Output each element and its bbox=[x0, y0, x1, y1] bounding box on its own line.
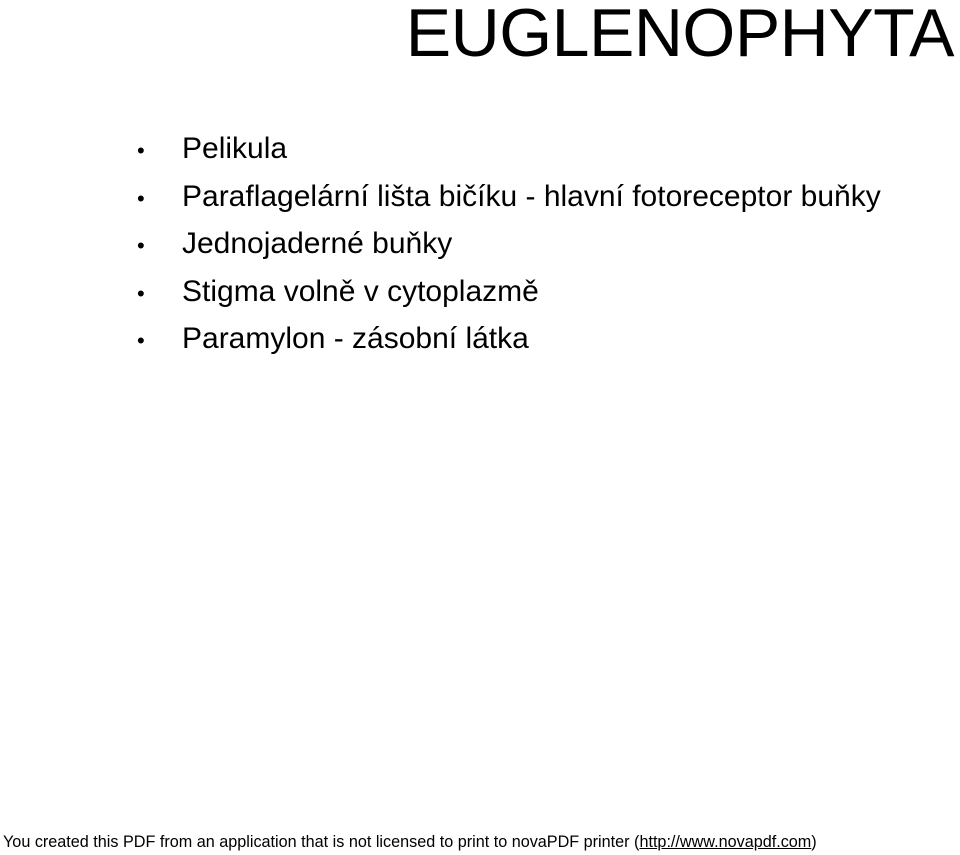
bullet-dot-icon: • bbox=[137, 328, 145, 353]
bullet-text: Paramylon - zásobní látka bbox=[182, 322, 529, 355]
bullet-text: Pelikula bbox=[182, 132, 288, 165]
footer-closing: ) bbox=[811, 833, 817, 851]
bullet-dot-icon: • bbox=[137, 233, 145, 258]
bullet-text: Paraflagelární lišta bičíku - hlavní fotoreceptor buňky bbox=[182, 179, 881, 213]
license-footer bbox=[3, 833, 817, 852]
bullet-item bbox=[137, 322, 881, 370]
bullet-text: Jednojaderné buňky bbox=[182, 227, 453, 260]
bullet-item bbox=[137, 275, 881, 323]
footer-notice: You created this PDF from an application that is not licensed to print to novaPDF printer ( bbox=[3, 833, 640, 851]
bullet-dot-icon: • bbox=[137, 138, 145, 163]
bullet-item bbox=[137, 132, 881, 180]
bullet-item bbox=[137, 180, 881, 228]
bullet-dot-icon: • bbox=[137, 280, 145, 306]
bullet-text: Stigma volně v cytoplazmě bbox=[182, 274, 539, 308]
slide-title: EUGLENOPHYTA bbox=[405, 0, 954, 71]
bullet-item bbox=[137, 227, 881, 275]
bullet-dot-icon: • bbox=[137, 185, 145, 211]
bullet-list bbox=[137, 132, 881, 370]
novapdf-link[interactable]: http://www.novapdf.com bbox=[639, 833, 812, 851]
